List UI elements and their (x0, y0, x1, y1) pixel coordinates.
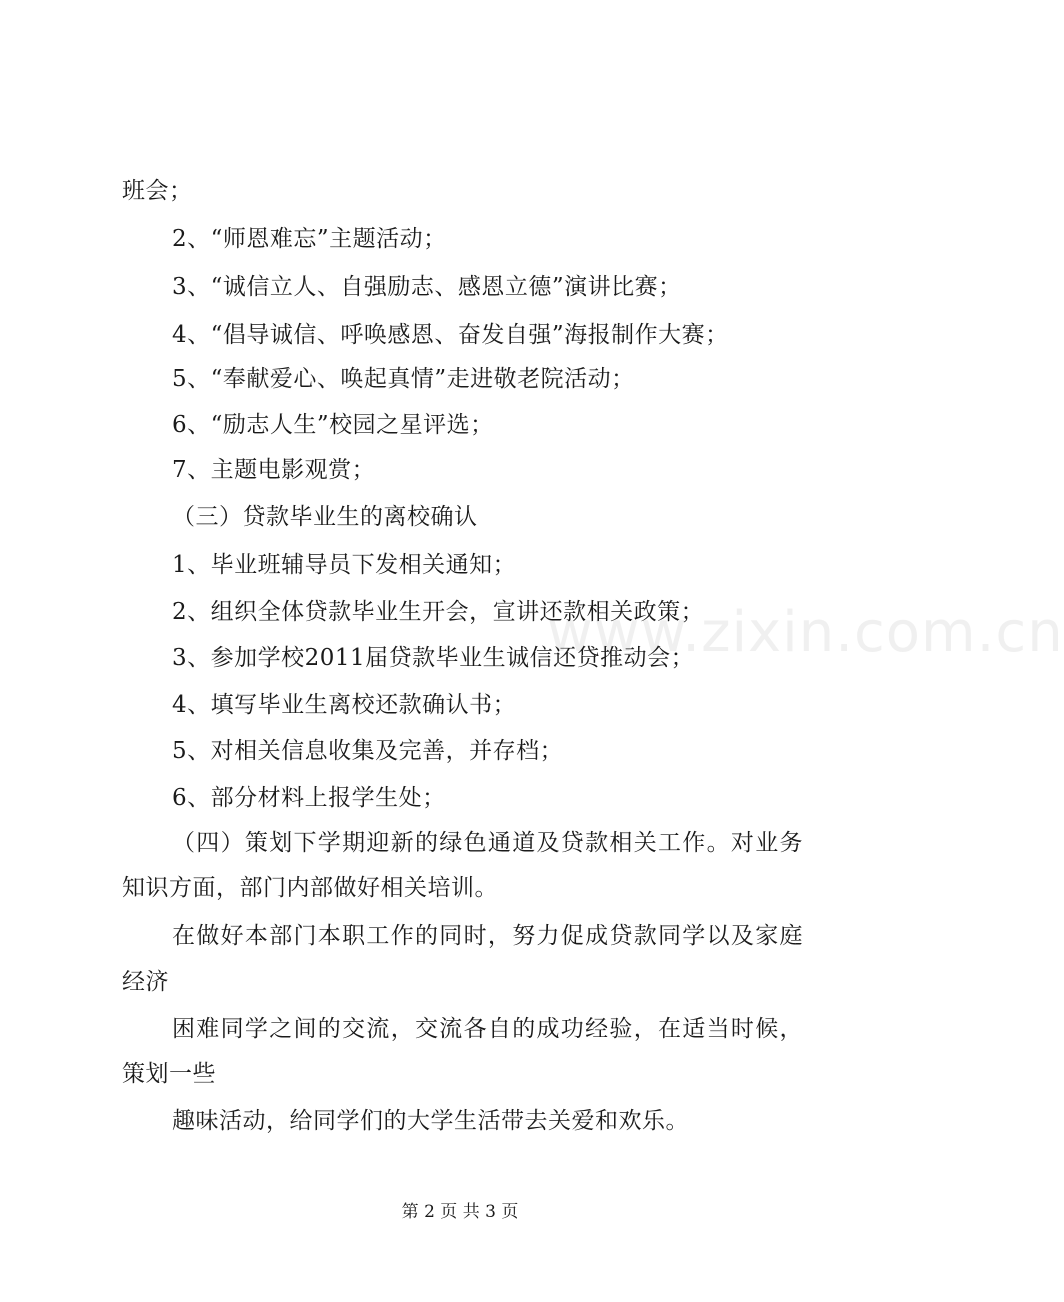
list-item: 6、部分材料上报学生处； (172, 785, 446, 811)
list-item: 3、参加学校2011届贷款毕业生诚信还贷推动会； (172, 645, 695, 671)
watermark: www.zixin.com.cn (547, 600, 1064, 665)
section-heading: （三）贷款毕业生的离校确认 (172, 504, 478, 530)
list-item: 6、“励志人生”校园之星评选； (172, 412, 494, 438)
paragraph-line: 在做好本部门本职工作的同时，努力促成贷款同学以及家庭 (172, 923, 803, 949)
list-item: 5、对相关信息收集及完善，并存档； (172, 738, 564, 764)
page-footer: 第 2 页 共 3 页 (401, 1202, 519, 1222)
list-item: 2、组织全体贷款毕业生开会，宣讲还款相关政策； (172, 599, 705, 625)
list-item: 7、主题电影观赏； (172, 457, 376, 483)
paragraph-line: 困难同学之间的交流，交流各自的成功经验，在适当时候， (172, 1016, 803, 1042)
paragraph-line: 趣味活动，给同学们的大学生活带去关爱和欢乐。 (172, 1108, 689, 1134)
list-item: 4、填写毕业生离校还款确认书； (172, 692, 517, 718)
list-item: 1、毕业班辅导员下发相关通知； (172, 552, 517, 578)
list-item: 5、“奉献爱心、唤起真情”走进敬老院活动； (172, 366, 635, 392)
paragraph-line: 知识方面，部门内部做好相关培训。 (122, 875, 498, 901)
list-item: 3、“诚信立人、自强励志、感恩立德”演讲比赛； (172, 274, 682, 300)
paragraph-line: 经济 (122, 969, 169, 995)
paragraph-line: 策划一些 (122, 1061, 216, 1087)
list-item: 4、“倡导诚信、呼唤感恩、奋发自强”海报制作大赛； (172, 322, 729, 348)
text-line: 班会； (122, 178, 193, 204)
list-item: 2、“师恩难忘”主题活动； (172, 226, 447, 252)
paragraph-line: （四）策划下学期迎新的绿色通道及贷款相关工作。对业务 (172, 830, 803, 856)
